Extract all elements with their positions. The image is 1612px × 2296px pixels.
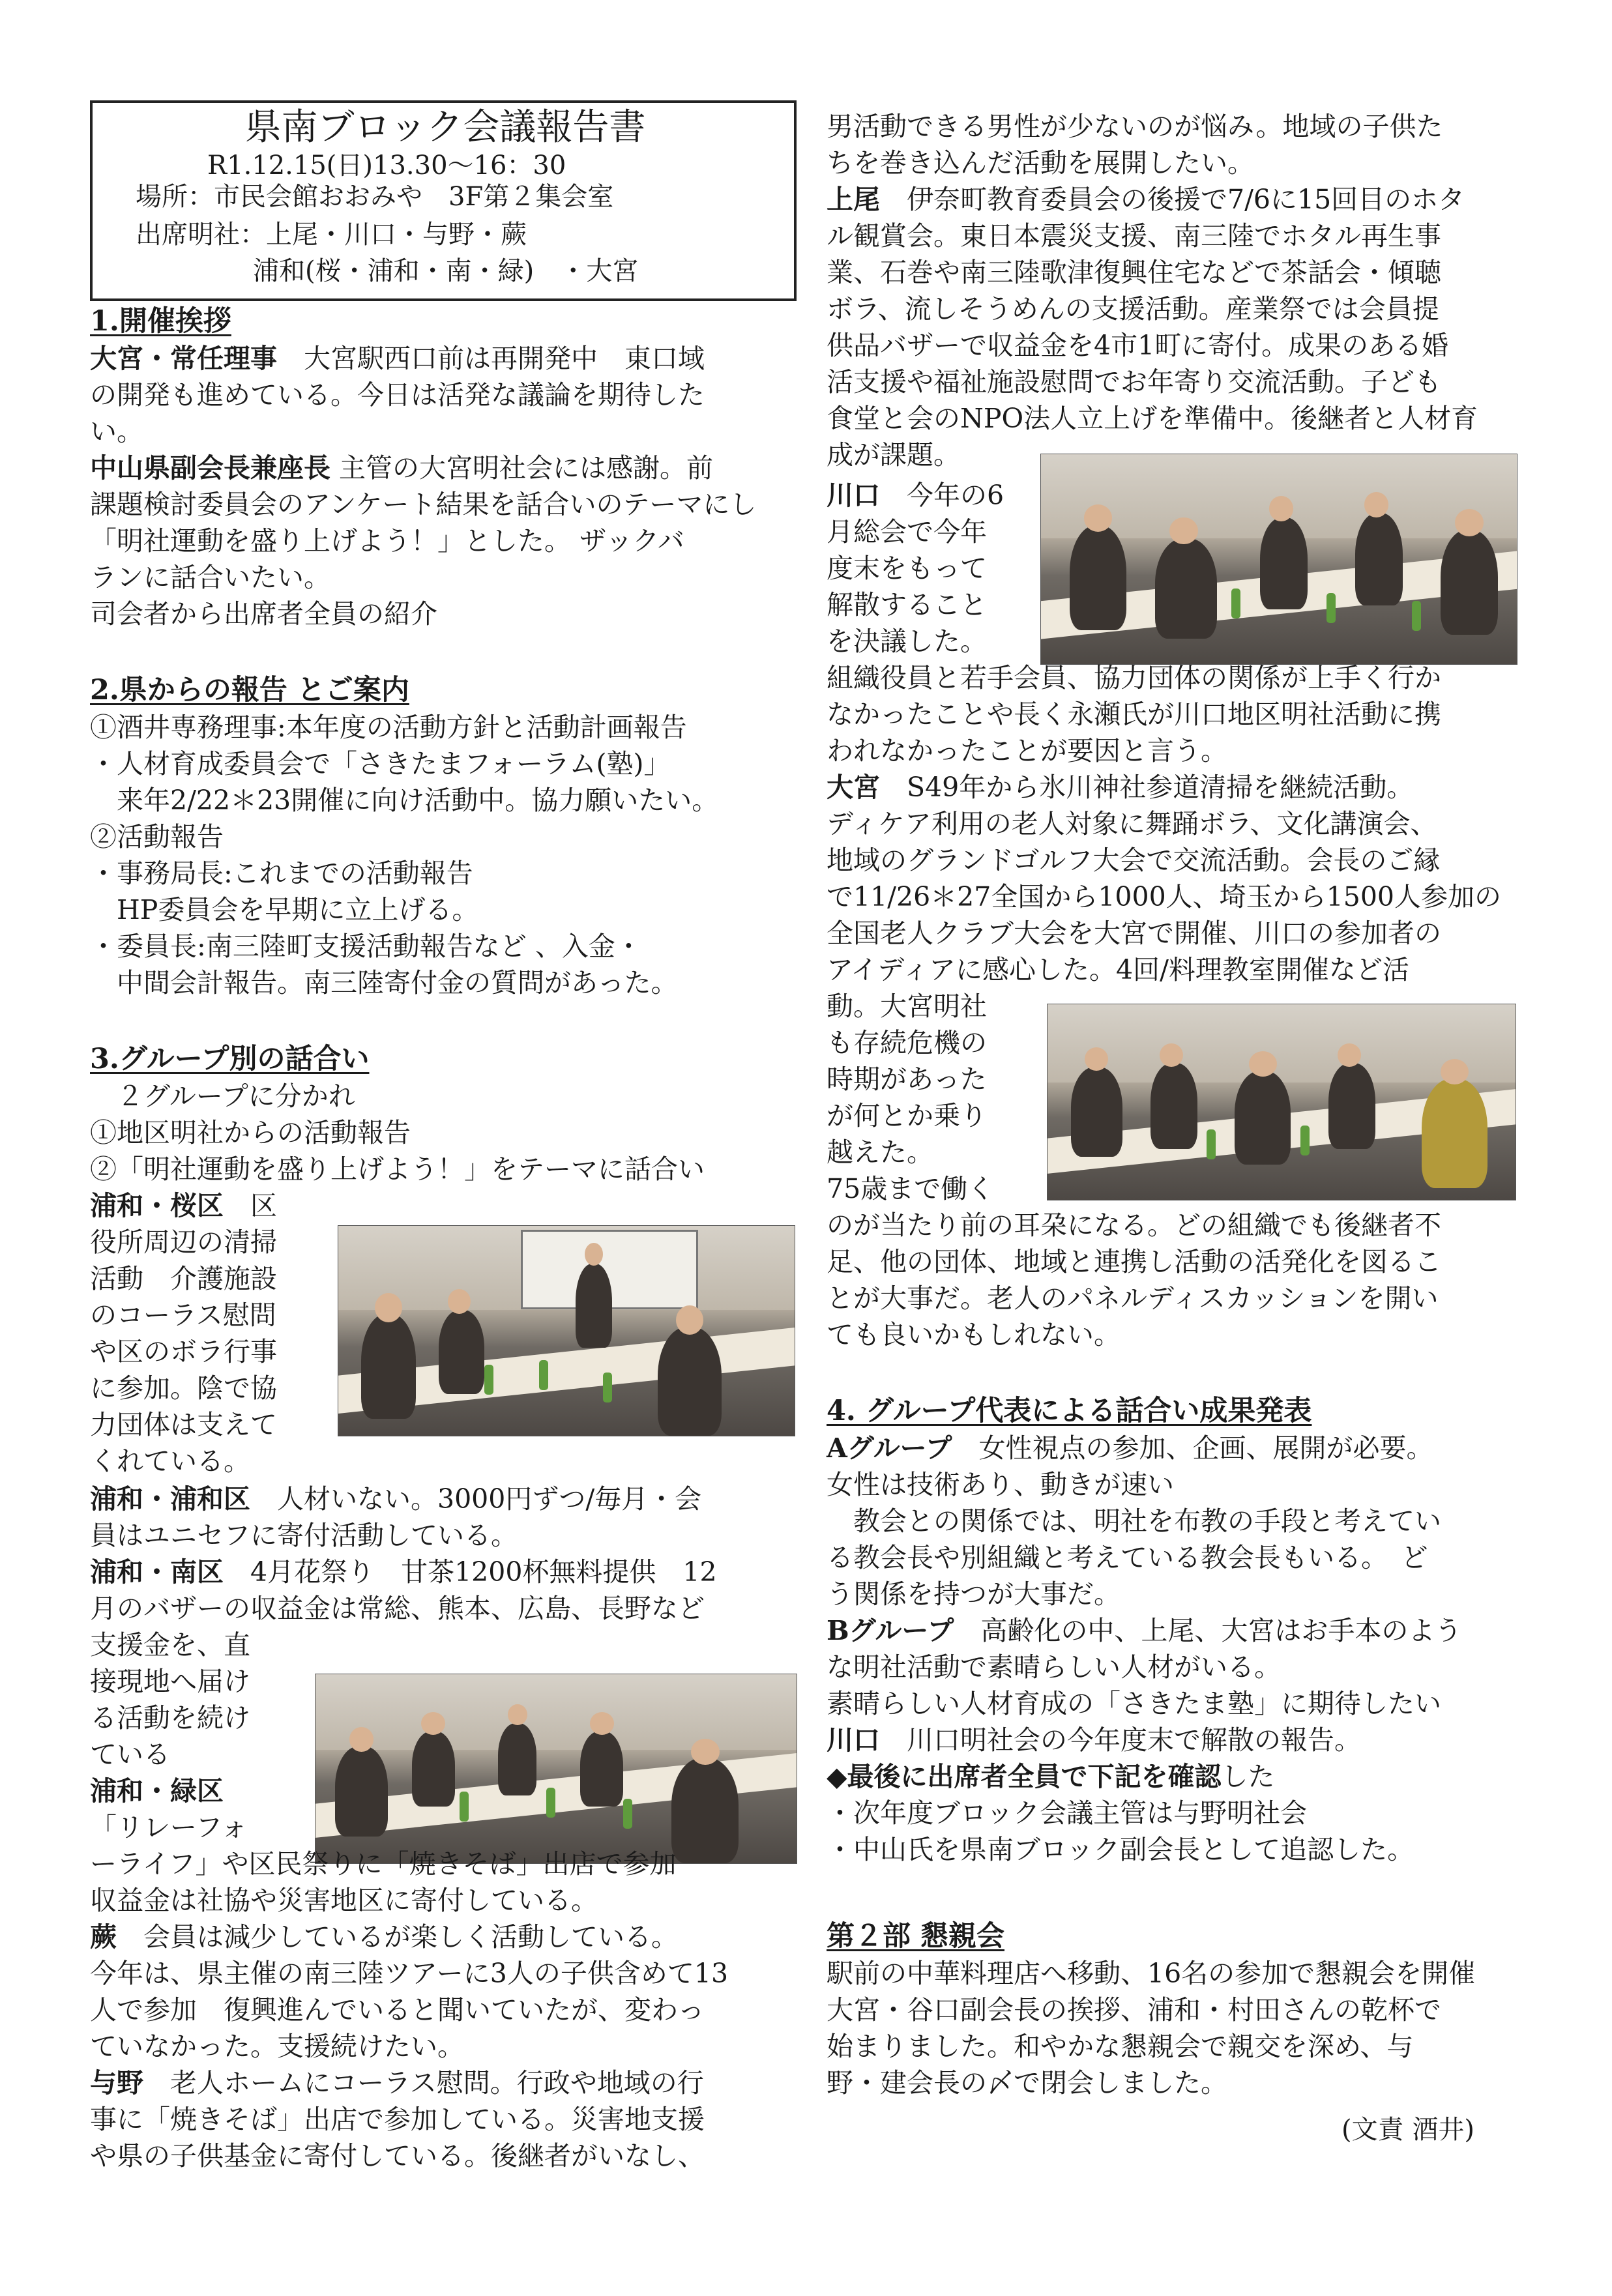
minami-line-6: ている	[90, 1739, 170, 1770]
ageo-line-3: 業、石巻や南三陸歌津復興住宅などで茶話会・傾聴	[827, 257, 1441, 288]
sakura-line-4: のコーラス慰問	[90, 1300, 276, 1331]
minami-line-5: る活動を続け	[90, 1702, 250, 1734]
attendees-line-1: 出席明社：上尾・川口・与野・蕨	[136, 220, 527, 250]
district-name: 大宮	[827, 772, 880, 803]
ageo-line-4: ボラ、流しそうめんの支援活動。産業祭では会員提	[827, 293, 1439, 325]
s4-b-line-1: Bグループ 高齢化の中、上尾、大宮はお手本のよう	[827, 1615, 1462, 1646]
omiya-line-11: 越えた。	[827, 1137, 933, 1168]
s4-confirm-2: ・中山氏を県南ブロック副会長として追認した。	[827, 1834, 1414, 1865]
s1-line-5: 課題検討委員会のアンケート結果を話合いのテーマにし	[90, 489, 757, 520]
midori-line-2: ーライフ」や区民祭りに「焼きそば」出店で参加	[90, 1848, 677, 1880]
sakura-line-1: 浦和・桜区 区	[90, 1190, 277, 1221]
s1-line-8: 司会者から出席者全員の紹介	[90, 598, 437, 630]
s4-a-line-1: Aグループ 女性視点の参加、企画、展開が必要。	[827, 1432, 1433, 1464]
yono-continued-1: 男活動できる男性が少ないのが悩み。地域の子供た	[827, 111, 1443, 142]
omiya-line-8: も存続危機の	[827, 1027, 987, 1058]
s1-line-3: い。	[90, 416, 143, 447]
s2-line-7: ・委員長:南三陸町支援活動報告など 、入金・	[90, 931, 642, 962]
s2-line-8: 中間会計報告。南三陸寄付金の質問があった。	[90, 967, 678, 998]
group-name: 川口	[827, 1724, 880, 1756]
s4-a-line-3: 教会との関係では、明社を布教の手段と考えてい	[827, 1505, 1441, 1537]
omiya-line-16: ても良いかもしれない。	[827, 1319, 1121, 1350]
s4-b-line-3: 素晴らしい人材育成の「さきたま塾」に期待したい	[827, 1688, 1441, 1719]
s3-line-3: ②「明社運動を盛り上げよう！」をテーマに話合い	[90, 1154, 705, 1185]
yono-line-3: や県の子供基金に寄付している。後継者がいなし、	[90, 2140, 705, 2172]
meeting-photo-2	[315, 1674, 797, 1864]
section-1-heading: 1.開催挨拶	[90, 305, 231, 338]
author-signature: (文責 酒井)	[1341, 2115, 1474, 2145]
omiya-line-13: のが当たり前の耳朶になる。どの組織でも後継者不	[827, 1210, 1441, 1241]
meeting-photo-1	[338, 1225, 795, 1436]
midori-line-1: 「リレーフォ	[90, 1812, 248, 1843]
s2-line-5: ・事務局長:これまでの活動報告	[90, 858, 473, 889]
section-5-heading: 第２部 懇親会	[827, 1920, 1004, 1953]
district-name: 浦和・緑区	[90, 1775, 224, 1807]
kawaguchi-line-7: なかったことや長く永瀬氏が川口地区明社活動に携	[827, 699, 1441, 730]
s3-line-2: ①地区明社からの活動報告	[90, 1117, 411, 1148]
section-3-heading: 3.グループ別の話合い	[90, 1043, 370, 1075]
s4-a-line-2: 女性は技術あり、動きが速い	[827, 1469, 1174, 1500]
ageo-line-1: 上尾 伊奈町教育委員会の後援で7/6に15回目のホタ	[827, 184, 1465, 215]
s2-line-6: HP委員会を早期に立上げる。	[90, 894, 479, 925]
meeting-place: 場所：市民会館おおみや 3F第２集会室	[136, 182, 614, 212]
urawa-line-2: 員はユニセフに寄付活動している。	[90, 1520, 518, 1551]
minami-line-2: 月のバザーの収益金は常総、熊本、広島、長野など	[90, 1593, 705, 1624]
s2-line-3: 来年2/22＊23開催に向け活動中。協力願いたい。	[90, 785, 719, 816]
omiya-line-15: とが大事だ。老人のパネルディスカッションを開い	[827, 1283, 1439, 1314]
midori-line-3: 収益金は社協や災害地区に寄付している。	[90, 1885, 598, 1916]
yono-continued-2: ちを巻き込んだ活動を展開したい。	[827, 147, 1254, 179]
sakura-line-8: くれている。	[90, 1446, 250, 1477]
yono-line-1: 与野 老人ホームにコーラス慰問。行政や地域の行	[90, 2067, 704, 2099]
s4-k-line-1: 川口 川口明社会の今年度末で解散の報告。	[827, 1724, 1361, 1756]
kawaguchi-line-2: 月総会で今年	[827, 516, 987, 547]
ageo-line-5: 供品バザーで収益金を4市1町に寄付。成果のある婚	[827, 330, 1449, 361]
district-name: 上尾	[827, 184, 880, 215]
ageo-line-8: 成が課題。	[827, 439, 960, 471]
minami-line-3: 支援金を、直	[90, 1629, 250, 1661]
section-2-heading: 2.県からの報告 とご案内	[90, 674, 409, 706]
district-name: 浦和・浦和区	[90, 1483, 250, 1515]
district-name: 与野	[90, 2067, 143, 2099]
omiya-line-12: 75歳まで働く	[827, 1173, 995, 1204]
omiya-line-5: 全国老人クラブ大会を大宮で開催、川口の参加者の	[827, 918, 1441, 949]
district-name: 川口	[827, 480, 880, 511]
s1-line-7: ランに話合いたい。	[90, 562, 330, 593]
omiya-line-1: 大宮 S49年から氷川神社参道清掃を継続活動。	[827, 772, 1414, 803]
omiya-line-14: 足、他の団体、地域と連携し活動の活発化を図るこ	[827, 1246, 1441, 1277]
district-name: 蕨	[90, 1921, 117, 1953]
s2-line-4: ②活動報告	[90, 821, 224, 852]
omiya-line-2: ディケア利用の老人対象に舞踊ボラ、文化講演会、	[827, 808, 1437, 839]
report-title: 県南ブロック会議報告書	[244, 106, 646, 149]
section-4-heading: 4. グループ代表による話合い成果発表	[827, 1395, 1312, 1427]
warabi-line-2: 今年は、県主催の南三陸ツアーに3人の子供含めて13	[90, 1958, 729, 1989]
meeting-photo-4	[1047, 1004, 1516, 1200]
warabi-line-1: 蕨 会員は減少しているが楽しく活動している。	[90, 1921, 678, 1953]
kawaguchi-line-4: 解散すること	[827, 589, 987, 620]
kawaguchi-line-8: われなかったことが要因と言う。	[827, 735, 1227, 766]
district-name: 浦和・南区	[90, 1556, 224, 1588]
omiya-line-3: 地域のグランドゴルフ大会で交流活動。会長のご縁	[827, 845, 1441, 876]
s5-line-3: 始まりました。和やかな懇親会で親交を深め、与	[827, 2031, 1414, 2062]
warabi-line-3: 人で参加 復興進んでいると聞いていたが、変わっ	[90, 1994, 705, 2026]
speaker-name: 大宮・常任理事	[90, 343, 277, 374]
district-name: 浦和・桜区	[90, 1190, 224, 1221]
s5-line-1: 駅前の中華料理店へ移動、16名の参加で懇親会を開催	[827, 1958, 1476, 1989]
kawaguchi-line-3: 度末をもって	[827, 553, 987, 584]
s4-confirm-line: ◆最後に出席者全員で下記を確認した	[827, 1761, 1275, 1792]
s4-confirm-1: ・次年度ブロック会議主管は与野明社会	[827, 1797, 1308, 1829]
sakura-line-5: や区のボラ行事	[90, 1336, 277, 1367]
s5-line-2: 大宮・谷口副会長の挨拶、浦和・村田さんの乾杯で	[827, 1994, 1441, 2026]
group-name: Aグループ	[827, 1432, 952, 1464]
minami-line-1: 浦和・南区 4月花祭り 甘茶1200杯無料提供 12	[90, 1556, 717, 1588]
sakura-line-6: に参加。陰で協	[90, 1373, 277, 1404]
s3-line-1: ２グループに分かれ	[90, 1081, 355, 1112]
ageo-line-6: 活支援や福祉施設慰問でお年寄り交流活動。子ども	[827, 366, 1441, 398]
midori-line-0	[90, 1775, 224, 1807]
s2-line-1: ①酒井専務理事:本年度の活動方針と活動計画報告	[90, 712, 687, 743]
kawaguchi-line-1: 川口 今年の6	[827, 480, 1004, 511]
ageo-line-2: ル観賞会。東日本震災支援、南三陸でホタル再生事	[827, 220, 1441, 252]
meeting-datetime: R1.12.15(日)13.30〜16：30	[207, 151, 566, 181]
s1-line-2: の開発も進めている。今日は活発な議論を期待した	[90, 379, 705, 411]
kawaguchi-line-6: 組織役員と若手会員、協力団体の関係が上手く行か	[827, 662, 1441, 693]
attendees-line-2: 浦和(桜・浦和・南・緑) ・大宮	[253, 256, 639, 286]
s1-line-4: 中山県副会長兼座長 主管の大宮明社会には感謝。前	[90, 452, 714, 484]
omiya-line-9: 時期があった	[827, 1064, 987, 1095]
omiya-line-4: で11/26＊27全国から1000人、埼玉から1500人参加の	[827, 881, 1502, 912]
urawa-line-1: 浦和・浦和区 人材いない。3000円ずつ/毎月・会	[90, 1483, 702, 1515]
kawaguchi-line-5: を決議した。	[827, 626, 987, 657]
omiya-line-7: 動。大宮明社	[827, 991, 987, 1022]
omiya-line-6: アイディアに感心した。4回/料理教室開催など活	[827, 954, 1409, 985]
warabi-line-4: ていなかった。支援続けたい。	[90, 2031, 464, 2062]
meeting-photo-3	[1040, 454, 1517, 665]
group-name: Bグループ	[827, 1615, 954, 1646]
s4-a-line-5: う関係を持つが大事だ。	[827, 1578, 1121, 1610]
sakura-line-7: 力団体は支えて	[90, 1409, 277, 1440]
s1-line-1: 大宮・常任理事 大宮駅西口前は再開発中 東口域	[90, 343, 705, 374]
s4-b-line-2: な明社活動で素晴らしい人材がいる。	[827, 1651, 1281, 1683]
s5-line-4: 野・建会長の〆で閉会しました。	[827, 2067, 1227, 2099]
s2-line-2: ・人材育成委員会で「さきたまフォーラム(塾)」	[90, 748, 671, 779]
sakura-line-2: 役所周辺の清掃	[90, 1227, 277, 1258]
ageo-line-7: 食堂と会のNPO法人立上げを準備中。後継者と人材育	[827, 403, 1478, 434]
speaker-name: 中山県副会長兼座長	[90, 452, 330, 484]
yono-line-2: 事に「焼きそば」出店で参加している。災害地支援	[90, 2104, 705, 2135]
s4-a-line-4: る教会長や別組織と考えている教会長もいる。 ど	[827, 1542, 1428, 1573]
s1-line-6: 「明社運動を盛り上げよう！」とした。 ザックバ	[90, 525, 684, 557]
omiya-line-10: が何とか乗り	[827, 1100, 987, 1131]
sakura-line-3: 活動 介護施設	[90, 1263, 277, 1294]
minami-line-4: 接現地へ届け	[90, 1666, 250, 1697]
